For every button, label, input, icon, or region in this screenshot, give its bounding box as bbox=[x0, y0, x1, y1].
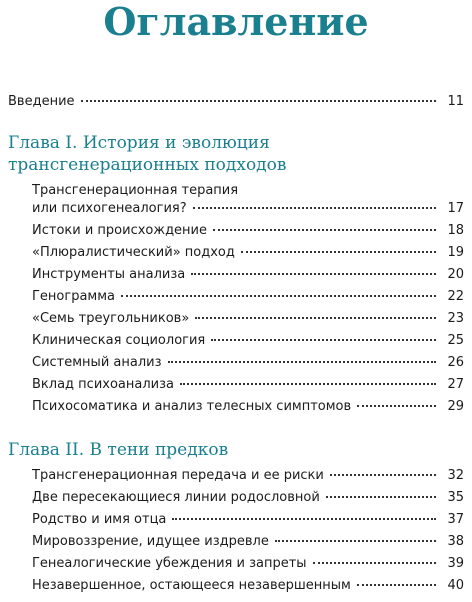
toc-entry-label: Генограмма bbox=[32, 289, 116, 304]
dot-leader bbox=[191, 273, 436, 275]
toc-entry-ch1-2[interactable] bbox=[32, 222, 464, 240]
chapter-1-heading-line-2: трансгенерационных подходов bbox=[8, 155, 287, 175]
dot-leader bbox=[275, 540, 436, 542]
toc-entry-label: Незавершенное, остающееся незавершенным bbox=[32, 578, 351, 593]
toc-entry-label: Трансгенерационная передача и ее риски bbox=[32, 468, 324, 483]
page-title: Оглавление bbox=[103, 0, 369, 44]
toc-entry-page: 23 bbox=[447, 311, 464, 326]
toc-entry-label: Психосоматика и анализ телесных симптомов bbox=[32, 399, 352, 414]
toc-entry-ch1-1[interactable] bbox=[32, 200, 464, 218]
dot-leader bbox=[211, 339, 436, 341]
toc-entry-ch1-8[interactable] bbox=[32, 354, 464, 372]
toc-entry-label: Инструменты анализа bbox=[32, 267, 186, 282]
dot-leader bbox=[213, 229, 436, 231]
toc-entry-ch1-9[interactable] bbox=[32, 376, 464, 394]
toc-entry-ch1-7[interactable] bbox=[32, 332, 464, 350]
dot-leader bbox=[313, 562, 436, 564]
toc-entry-ch1-6[interactable] bbox=[32, 310, 464, 328]
toc-entry-ch2-1[interactable] bbox=[32, 467, 464, 485]
toc-entry-introduction[interactable] bbox=[8, 93, 464, 111]
toc-entry-page: 26 bbox=[447, 355, 464, 370]
toc-entry-label: Две пересекающиеся линии родословной bbox=[32, 490, 320, 505]
toc-entry-label: Родство и имя отца bbox=[32, 512, 167, 527]
dot-leader bbox=[121, 295, 436, 297]
toc-entry-ch2-3[interactable] bbox=[32, 511, 464, 529]
toc-entry-ch2-5[interactable] bbox=[32, 555, 464, 573]
toc-entry-label: Мировоззрение, идущее издревле bbox=[32, 534, 269, 549]
chapter-2-heading: Глава II. В тени предков bbox=[8, 440, 229, 460]
toc-entry-label: или психогенеалогия? bbox=[32, 201, 187, 216]
dot-leader bbox=[168, 361, 437, 363]
toc-entry-ch1-4[interactable] bbox=[32, 266, 464, 284]
dot-leader bbox=[326, 496, 436, 498]
toc-entry-page: 35 bbox=[447, 490, 464, 505]
toc-entry-label: Вклад психоанализа bbox=[32, 377, 174, 392]
dot-leader bbox=[172, 518, 436, 520]
toc-entry-label: Генеалогические убеждения и запреты bbox=[32, 556, 307, 571]
dot-leader bbox=[357, 405, 436, 407]
dot-leader bbox=[193, 207, 436, 209]
toc-entry-page: 37 bbox=[447, 512, 464, 527]
toc-entry-page: 38 bbox=[447, 534, 464, 549]
toc-entry-page: 27 bbox=[447, 377, 464, 392]
dot-leader bbox=[180, 383, 436, 385]
toc-entry-label: Введение bbox=[8, 94, 75, 109]
toc-entry-ch1-3[interactable] bbox=[32, 244, 464, 262]
toc-entry-page: 32 bbox=[447, 468, 464, 483]
toc-entry-page: 17 bbox=[447, 201, 464, 216]
toc-entry-page: 20 bbox=[447, 267, 464, 282]
dot-leader bbox=[241, 251, 436, 253]
toc-entry-page: 39 bbox=[447, 556, 464, 571]
toc-entry-page: 25 bbox=[447, 333, 464, 348]
toc-entry-page: 19 bbox=[447, 245, 464, 260]
dot-leader bbox=[357, 584, 436, 586]
dot-leader bbox=[195, 317, 436, 319]
toc-entry-ch2-4[interactable] bbox=[32, 533, 464, 551]
toc-entry-page: 11 bbox=[447, 94, 464, 109]
dot-leader bbox=[81, 100, 436, 102]
toc-entry-page: 29 bbox=[447, 399, 464, 414]
toc-entry-label: Истоки и происхождение bbox=[32, 223, 208, 238]
dot-leader bbox=[330, 474, 436, 476]
toc-entry-ch1-5[interactable] bbox=[32, 288, 464, 306]
toc-entry-label-line-1: Трансгенерационная терапия bbox=[32, 183, 239, 198]
toc-entry-ch1-10[interactable] bbox=[32, 398, 464, 416]
toc-entry-page: 40 bbox=[447, 578, 464, 593]
toc-entry-label: Системный анализ bbox=[32, 355, 162, 370]
toc-entry-label: Клиническая социология bbox=[32, 333, 206, 348]
chapter-1-heading-line-1: Глава I. История и эволюция bbox=[8, 133, 270, 153]
toc-entry-label: «Семь треугольников» bbox=[32, 311, 190, 326]
toc-entry-ch2-6[interactable] bbox=[32, 577, 464, 595]
toc-entry-page: 22 bbox=[447, 289, 464, 304]
toc-entry-ch2-2[interactable] bbox=[32, 489, 464, 507]
toc-entry-page: 18 bbox=[447, 223, 464, 238]
toc-entry-label: «Плюралистический» подход bbox=[32, 245, 235, 260]
